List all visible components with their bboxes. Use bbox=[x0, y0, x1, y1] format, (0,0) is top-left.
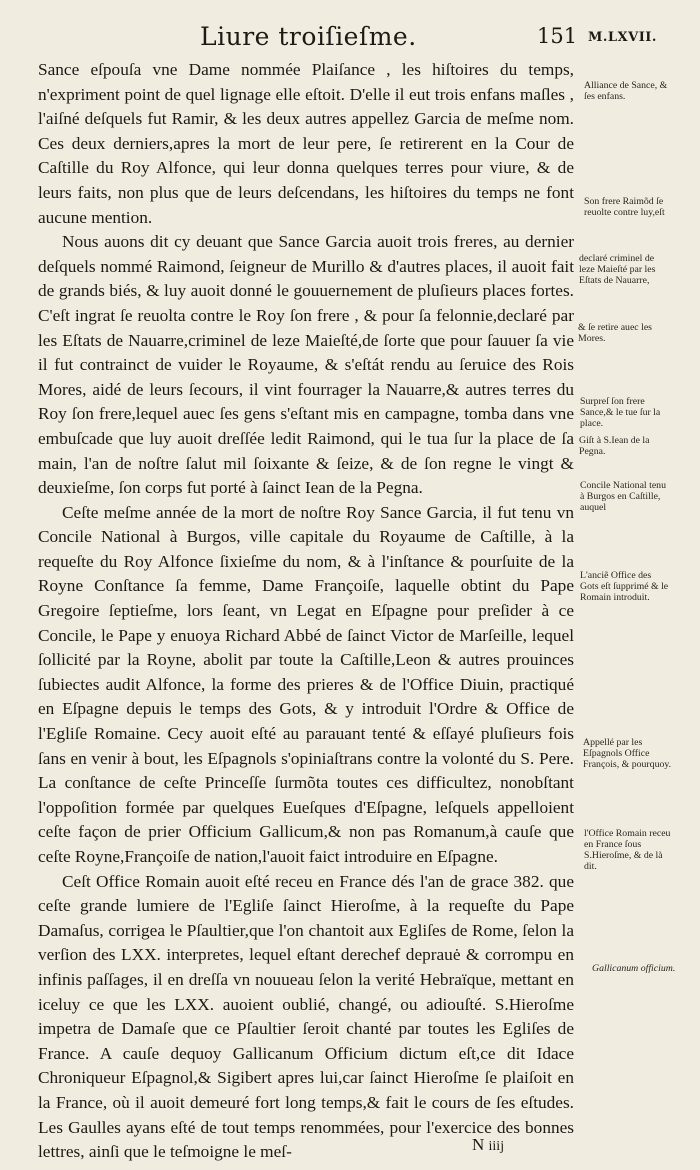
paragraph-3: Ceſte meſme année de la mort de noſtre Roy Sance Garcia, il fut tenu vn Concile National à Burgos, ville capitale du Royaume de Caſtille, à la requeſte du Roy Alfonce ſixieſme du nom, & à l'inſtance & pourſuite de la Royne Conſtance ſa femme, Dame Françoiſe, laquelle obtint du Pape Gregoire ſeptieſme, lors ſeant, vn Legat en Eſpagne pour preſider à ce Concile, le Pape y enuoya Richard Abbé de ſainct Victor de Marſeille, lequel ſollicité par la Royne, abolit par toute la Caſtille,Leon & autres prouinces ſubiectes audit Alfonce, la forme des prieres & de l'Office Diuin, practiqué en Eſpagne depuis le temps des Gots, & y introduit l'Ordre & Office de l'Egliſe Romaine. Cecy auoit eſté au parauant tenté & eſſayé pluſieurs fois ſans en venir à bout, les Eſpagnols s'opiniaſtrans contre la volonté du S. Pere. La conſtance de ceſte Princeſſe ſurmõta toutes ces difficultez, nonobſtant l'oppoſition formée par quelques Eueſques d'Eſpagne, leſquels appelloient ceſte façon de prier Officium Gallicum,& non pas Romanum,à cauſe que ceſte Royne,Françoiſe de nation,l'auoit faict introduire en Eſpagne. bbox=[38, 502, 574, 866]
side-note-appelle: Appellé par les Eſpagnols Office François, & pourquoy. bbox=[583, 737, 672, 770]
year-marker: M.LXVII. bbox=[588, 30, 657, 45]
running-title: Liure troiſieſme. bbox=[200, 22, 417, 51]
signature-letter: N bbox=[472, 1135, 485, 1154]
side-note-concile: Concile National tenu à Burgos en Caſtille, auquel bbox=[580, 480, 666, 513]
paragraph-2: Nous auons dit cy deuant que Sance Garcia auoit trois freres, au dernier deſquels nommé Raimond, ſeigneur de Murillo & d'autres places, il auoit fait de grands biés, & luy auoit donné le gouuernement de pluſieurs places fortes. C'eſt ingrat ſe reuolta contre le Roy ſon frere , & pour ſa felonnie,declaré par les Eſtats de Nauarre,criminel de leze Maieſté,de ſorte que pour ſauuer ſa vie il fut contrainct de vuider le Royaume, & s'eſtát rendu au ſeruice des Rois Mores, aidé de leurs ſecours, il vint fourrager la Nauarre,& autres terres du Roy ſon frere,lequel auec ſes gens s'eſtant mis en campagne, tomba dans vne embuſcade que luy auoit dreſſée ledit Raimond, qui le tua ſur la place de ſa main, l'an de noſtre ſalut mil ſoixante & ſeize, & de ſon regne le vingt & deuxieſme, ſon corps fut porté à ſainct Iean de la Pegna. bbox=[38, 232, 574, 498]
paragraph-1: Sance eſpouſa vne Dame nommée Plaiſance , les hiſtoires du temps, n'expriment point de quel lignage elle eſtoit. D'elle il eut trois enfans maſles , l'aiſné deſquels fut Ramir, & les deux autres appellez Garcia de meſme nom. Ces deux derniers,apres la mort de leur pere, ſe retirerent en la Cour de Caſtille du Roy Alfonce, qui leur donna quelques terres pour viure, & de leurs faits, non plus que de leurs deſcendans, les hiſtoires du temps ne font aucune mention. bbox=[38, 60, 574, 227]
side-note-criminel: declaré criminel de leze Maieſté par les Eſtats de Nauarre, bbox=[579, 253, 656, 286]
signature-mark bbox=[472, 1135, 504, 1155]
side-note-surpris: Surpreſ ſon frere Sance,& le tue ſur la place. bbox=[580, 396, 661, 429]
side-note-raimond: Son frere Raimõd ſe reuolte contre luy,eſt bbox=[584, 196, 665, 218]
side-note-mores: & ſe retire auec les Mores. bbox=[578, 322, 652, 344]
paragraph-4: Ceſt Office Romain auoit eſté receu en France dés l'an de grace 382. que ceſte grande lumiere de l'Egliſe ſainct Hieroſme, à la requeſte du Pape Damaſus, corrigea le Pſaultier,que l'on chantoit aux Egliſes de Rome, ſelon la verſion des LXX. interpretes, lequel eſtant derechef deprauė & corrompu en infinis paſſages, il en dreſſa vn nouueau ſelon la verité Hebraïque, mettant en iceluy ce que les LXX. auoient oublié, changé, ou adiouſté. S.Hieroſme impetra de Damaſe que ce Pſaultier ſeroit chanté par toutes les Egliſes de France. A cauſe dequoy Gallicanum Officium dictum eſt,ce dit Idace Chroniqueur Eſpagnol,& Sigibert apres lui,car ſainct Hieroſme ſe plaiſoit en la France, où il auoit demeuré fort long temps,& fait le cours de ſes eſtudes. Les Gaulles ayans eſté de tout temps renommées, pour l'exercice des bonnes lettres, ainſi que le teſmoigne le meſ- bbox=[38, 871, 574, 1162]
running-header bbox=[0, 22, 700, 56]
side-note-office-gots: L'anciẽ Office des Gots eſt ſupprimé & le Romain introduit. bbox=[580, 570, 669, 603]
side-note-office-romain: l'Office Romain receu en France ſous S.Hieroſme, & de là dit. bbox=[584, 828, 671, 872]
side-note-pegna: Giſt à S.Iean de la Pegna. bbox=[579, 435, 650, 457]
main-text bbox=[38, 58, 574, 1165]
page-number: 151 bbox=[537, 24, 578, 48]
side-note-gallicanum: Gallicanum officium. bbox=[592, 963, 676, 974]
side-note-alliance: Alliance de Sance, & ſes enfans. bbox=[584, 80, 668, 102]
signature-folio: iiij bbox=[488, 1139, 505, 1154]
